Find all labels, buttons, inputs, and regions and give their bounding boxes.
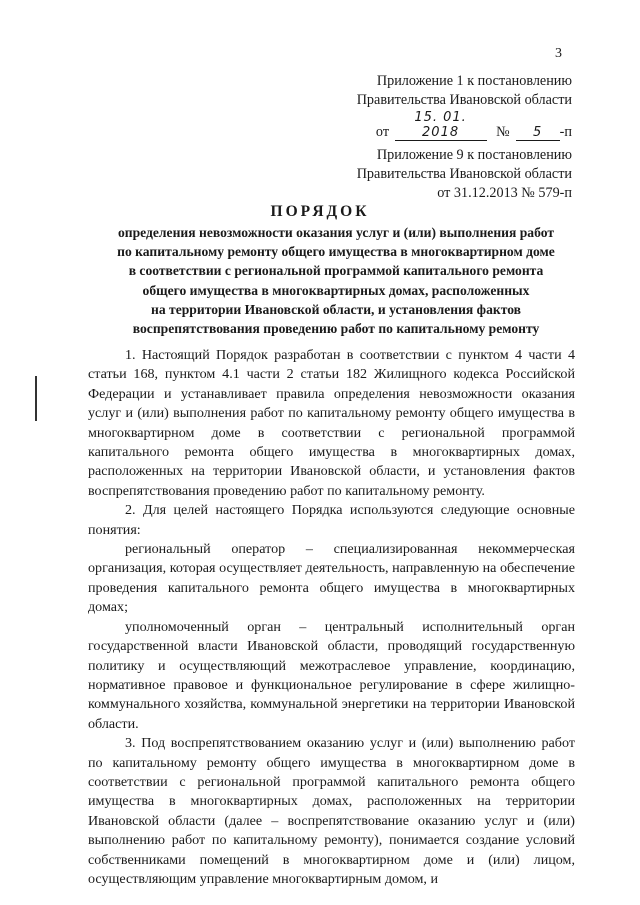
paragraph-definition-operator: региональный оператор – специализированная некоммерческая организация, которая осуществляет деятельность, направленную на обеспечение проведения капитального ремонта общего имущества в многоквартирных домах; (88, 541, 575, 616)
paragraph-definition-authority: уполномоченный орган – центральный исполнительный орган государственной власти Ивановской области, проводящий государственную политику и осуществляющий межотраслевое управление, координацию, нормативное правовое и функциональное регулирование в сфере жилищно-коммунального хозяйства, коммунальной энергетики на территории Ивановской области. (88, 618, 575, 732)
appendix-9-line1: Приложение 9 к постановлению (376, 147, 572, 163)
date-field (395, 110, 487, 141)
number-prefix: № (496, 124, 510, 140)
number-field (516, 125, 560, 141)
subtitle-line: воспрепятствования проведению работ по капитальному ремонту (132, 321, 540, 337)
paragraph-1: 1. Настоящий Порядок разработан в соответствии с пунктом 4 части 4 статьи 168, пунктом 4.1 части 2 статьи 182 Жилищного кодекса Российской Федерации и устанавливает правила определения невозможности оказания услуг и (или) выполнения работ по капитальному ремонту общего имущества в многоквартирном доме в соответствии с региональной программой капитального ремонта общего имущества в многоквартирных домах, расположенных на территории Ивановской области, и установления фактов воспрепятствования проведению работ по капитальному ремонту. (88, 347, 575, 499)
appendix-9-line3: от 31.12.2013 № 579-п (437, 185, 572, 201)
appendix-9-line2: Правительства Ивановской области (356, 166, 572, 182)
paragraph-2: 2. Для целей настоящего Порядка используются следующие основные понятия: (88, 502, 575, 538)
document-body (88, 346, 575, 889)
date-prefix: от (375, 124, 390, 140)
appendix-1-date-line (357, 110, 572, 142)
subtitle-line: определения невозможности оказания услуг и (или) выполнения работ (117, 225, 555, 240)
appendix-1-line2: Правительства Ивановской области (356, 92, 572, 108)
subtitle-line: на территории Ивановской области, и установления фактов (151, 301, 521, 317)
appendix-1-line1: Приложение 1 к постановлению (376, 73, 572, 89)
subtitle-line: по капитальному ремонту общего имущества в многоквартирном доме (117, 244, 555, 260)
number-suffix: -п (559, 124, 572, 140)
subtitle-line: в соответствии с региональной программой капитального ремонта (128, 263, 544, 279)
paragraph-3: 3. Под воспрепятствованием оказанию услуг и (или) выполнению работ по капитальному ремонту общего имущества в многоквартирном доме в соответствии с региональной программой капитального ремонта общего имущества в многоквартирных домах, расположенных на территории Ивановской области (далее – воспрепятствование оказанию услуг и (или) выполнению работ по капитальному ремонту), понимается создание условий собственниками помещений в многоквартирном доме и (или) лицом, осуществляющим управление многоквартирным домом, и (88, 735, 575, 887)
document-subtitle (96, 223, 576, 338)
subtitle-line: общего имущества в многоквартирных домах, расположенных (142, 282, 530, 298)
handwritten-number: 5 (533, 125, 543, 140)
document-title: ПОРЯДОК (270, 203, 370, 220)
appendix-1-header (357, 72, 572, 142)
appendix-9-header (357, 146, 572, 203)
page-number: 3 (555, 46, 562, 61)
handwritten-date: 15. 01. 2018 (414, 110, 467, 140)
margin-mark (35, 376, 37, 421)
